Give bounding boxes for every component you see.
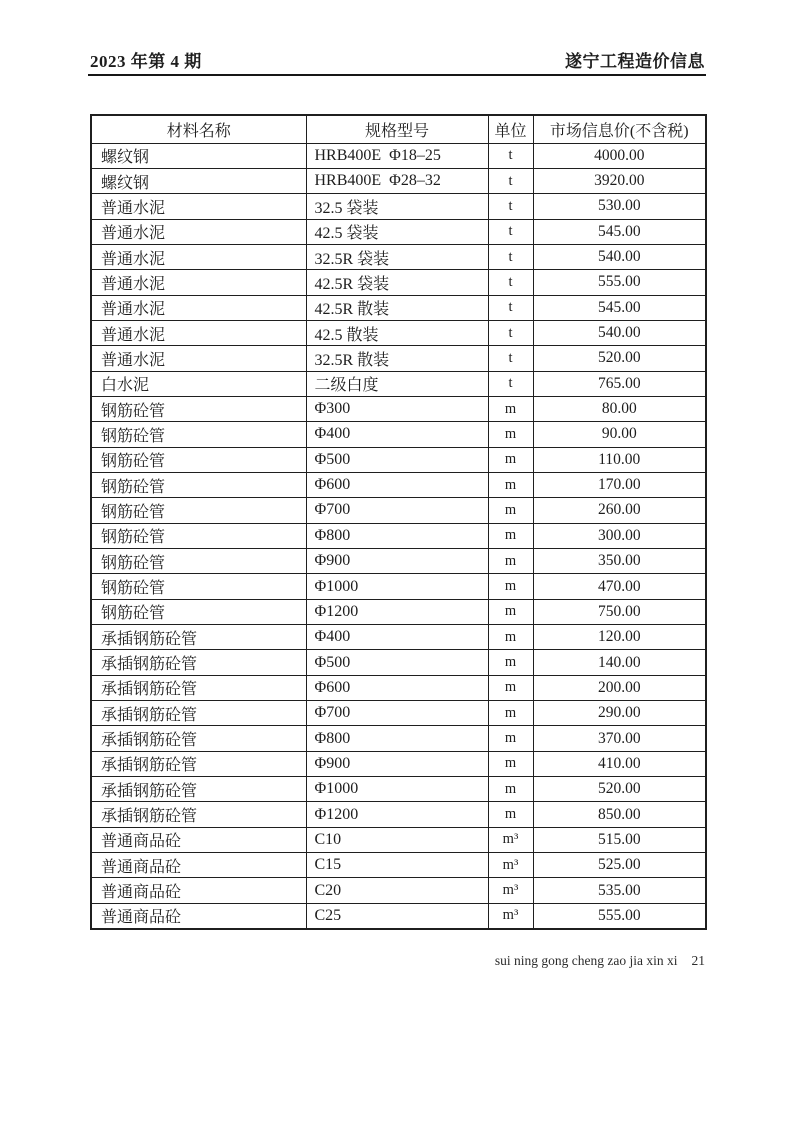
- market-price-cell: 80.00: [533, 396, 706, 421]
- table-row: [91, 194, 706, 219]
- material-name-cell: 承插钢筋砼管: [91, 701, 306, 726]
- material-name-cell: 普通商品砼: [91, 827, 306, 852]
- material-name-cell: 普通水泥: [91, 346, 306, 371]
- market-price-cell: 290.00: [533, 701, 706, 726]
- market-price-cell: 535.00: [533, 878, 706, 903]
- unit-cell: t: [488, 270, 533, 295]
- table-row: [91, 777, 706, 802]
- unit-cell: m³: [488, 878, 533, 903]
- spec-model-cell: C10: [306, 827, 488, 852]
- material-price-table: [90, 114, 707, 930]
- spec-model-cell: Φ700: [306, 701, 488, 726]
- unit-cell: m: [488, 523, 533, 548]
- table-row: [91, 422, 706, 447]
- table-row: [91, 903, 706, 928]
- unit-cell: m: [488, 777, 533, 802]
- unit-cell: m³: [488, 853, 533, 878]
- material-name-cell: 承插钢筋砼管: [91, 751, 306, 776]
- spec-model-cell: Φ800: [306, 726, 488, 751]
- spec-model-cell: 42.5R 散装: [306, 295, 488, 320]
- table-row: [91, 498, 706, 523]
- market-price-cell: 520.00: [533, 346, 706, 371]
- market-price-cell: 540.00: [533, 320, 706, 345]
- market-price-cell: 140.00: [533, 650, 706, 675]
- spec-model-cell: 42.5R 袋装: [306, 270, 488, 295]
- unit-cell: m: [488, 675, 533, 700]
- material-name-cell: 承插钢筋砼管: [91, 675, 306, 700]
- table-body: [91, 143, 706, 929]
- material-name-cell: 螺纹钢: [91, 143, 306, 168]
- unit-cell: m: [488, 574, 533, 599]
- table-row: [91, 802, 706, 827]
- spec-model-cell: Φ400: [306, 625, 488, 650]
- market-price-cell: 370.00: [533, 726, 706, 751]
- spec-model-cell: 二级白度: [306, 371, 488, 396]
- market-price-cell: 555.00: [533, 270, 706, 295]
- running-header: [90, 47, 705, 72]
- market-price-cell: 515.00: [533, 827, 706, 852]
- material-name-cell: 承插钢筋砼管: [91, 726, 306, 751]
- unit-cell: t: [488, 371, 533, 396]
- market-price-cell: 545.00: [533, 295, 706, 320]
- market-price-cell: 120.00: [533, 625, 706, 650]
- material-name-cell: 钢筋砼管: [91, 422, 306, 447]
- table-row: [91, 701, 706, 726]
- spec-model-cell: Φ700: [306, 498, 488, 523]
- unit-cell: m³: [488, 827, 533, 852]
- column-header-material-name: 材料名称: [91, 115, 306, 143]
- market-price-cell: 525.00: [533, 853, 706, 878]
- unit-cell: m: [488, 599, 533, 624]
- market-price-cell: 260.00: [533, 498, 706, 523]
- material-name-cell: 承插钢筋砼管: [91, 777, 306, 802]
- table-row: [91, 853, 706, 878]
- market-price-cell: 540.00: [533, 244, 706, 269]
- unit-cell: m: [488, 549, 533, 574]
- market-price-cell: 520.00: [533, 777, 706, 802]
- material-name-cell: 承插钢筋砼管: [91, 625, 306, 650]
- unit-cell: m: [488, 701, 533, 726]
- spec-model-cell: Φ1200: [306, 802, 488, 827]
- material-name-cell: 钢筋砼管: [91, 447, 306, 472]
- material-name-cell: 普通商品砼: [91, 853, 306, 878]
- material-name-cell: 普通水泥: [91, 295, 306, 320]
- spec-model-cell: Φ900: [306, 751, 488, 776]
- footer-pinyin: sui ning gong cheng zao jia xin xi: [494, 953, 678, 968]
- market-price-cell: 4000.00: [533, 143, 706, 168]
- market-price-cell: 110.00: [533, 447, 706, 472]
- table-row: [91, 219, 706, 244]
- market-price-cell: 90.00: [533, 422, 706, 447]
- spec-model-cell: Φ900: [306, 549, 488, 574]
- unit-cell: t: [488, 244, 533, 269]
- spec-model-cell: 32.5 袋装: [306, 194, 488, 219]
- material-name-cell: 钢筋砼管: [91, 549, 306, 574]
- column-header-unit: 单位: [488, 115, 533, 143]
- table-row: [91, 295, 706, 320]
- unit-cell: t: [488, 194, 533, 219]
- publication-title: 遂宁工程造价信息: [565, 52, 705, 71]
- spec-model-cell: 32.5R 散装: [306, 346, 488, 371]
- market-price-cell: 200.00: [533, 675, 706, 700]
- table-row: [91, 599, 706, 624]
- material-name-cell: 普通商品砼: [91, 903, 306, 928]
- table-row: [91, 549, 706, 574]
- table-row: [91, 472, 706, 497]
- unit-cell: m: [488, 625, 533, 650]
- material-name-cell: 白水泥: [91, 371, 306, 396]
- spec-model-cell: Φ500: [306, 447, 488, 472]
- table-row: [91, 346, 706, 371]
- table-row: [91, 675, 706, 700]
- table-row: [91, 143, 706, 168]
- material-name-cell: 钢筋砼管: [91, 599, 306, 624]
- material-name-cell: 钢筋砼管: [91, 574, 306, 599]
- market-price-cell: 750.00: [533, 599, 706, 624]
- table-header-row: [91, 115, 706, 143]
- spec-model-cell: Φ500: [306, 650, 488, 675]
- table-row: [91, 244, 706, 269]
- spec-model-cell: Φ800: [306, 523, 488, 548]
- header-rule: [88, 74, 706, 76]
- column-header-spec-model: 规格型号: [306, 115, 488, 143]
- unit-cell: m: [488, 472, 533, 497]
- market-price-cell: 765.00: [533, 371, 706, 396]
- market-price-cell: 3920.00: [533, 168, 706, 193]
- spec-model-cell: HRB400E Φ28–32: [306, 168, 488, 193]
- table-row: [91, 878, 706, 903]
- table-row: [91, 625, 706, 650]
- spec-model-cell: C25: [306, 903, 488, 928]
- table-row: [91, 726, 706, 751]
- material-name-cell: 钢筋砼管: [91, 472, 306, 497]
- market-price-cell: 410.00: [533, 751, 706, 776]
- unit-cell: m: [488, 447, 533, 472]
- unit-cell: m: [488, 802, 533, 827]
- table-row: [91, 320, 706, 345]
- market-price-cell: 545.00: [533, 219, 706, 244]
- unit-cell: m: [488, 498, 533, 523]
- spec-model-cell: Φ1000: [306, 574, 488, 599]
- unit-cell: m: [488, 726, 533, 751]
- material-name-cell: 普通水泥: [91, 320, 306, 345]
- material-name-cell: 普通水泥: [91, 219, 306, 244]
- unit-cell: m: [488, 650, 533, 675]
- material-name-cell: 钢筋砼管: [91, 396, 306, 421]
- market-price-cell: 530.00: [533, 194, 706, 219]
- spec-model-cell: 32.5R 袋装: [306, 244, 488, 269]
- spec-model-cell: Φ600: [306, 675, 488, 700]
- unit-cell: t: [488, 219, 533, 244]
- unit-cell: m: [488, 396, 533, 421]
- table-row: [91, 396, 706, 421]
- page-footer: [495, 953, 705, 969]
- material-name-cell: 普通水泥: [91, 194, 306, 219]
- spec-model-cell: Φ400: [306, 422, 488, 447]
- unit-cell: t: [488, 295, 533, 320]
- material-name-cell: 普通水泥: [91, 270, 306, 295]
- page-number: 21: [691, 953, 705, 968]
- material-name-cell: 普通水泥: [91, 244, 306, 269]
- table-row: [91, 751, 706, 776]
- spec-model-cell: C20: [306, 878, 488, 903]
- market-price-cell: 170.00: [533, 472, 706, 497]
- column-header-market-price: 市场信息价(不含税): [533, 115, 706, 143]
- unit-cell: t: [488, 346, 533, 371]
- unit-cell: t: [488, 168, 533, 193]
- spec-model-cell: Φ600: [306, 472, 488, 497]
- unit-cell: m: [488, 751, 533, 776]
- spec-model-cell: Φ1000: [306, 777, 488, 802]
- material-name-cell: 钢筋砼管: [91, 523, 306, 548]
- material-name-cell: 承插钢筋砼管: [91, 650, 306, 675]
- material-name-cell: 普通商品砼: [91, 878, 306, 903]
- market-price-cell: 350.00: [533, 549, 706, 574]
- unit-cell: t: [488, 143, 533, 168]
- market-price-cell: 300.00: [533, 523, 706, 548]
- market-price-cell: 555.00: [533, 903, 706, 928]
- spec-model-cell: C15: [306, 853, 488, 878]
- spec-model-cell: HRB400E Φ18–25: [306, 143, 488, 168]
- spec-model-cell: 42.5 袋装: [306, 219, 488, 244]
- unit-cell: m³: [488, 903, 533, 928]
- table-row: [91, 371, 706, 396]
- table-row: [91, 827, 706, 852]
- issue-label: 2023 年第 4 期: [90, 52, 202, 71]
- table-row: [91, 168, 706, 193]
- table-row: [91, 270, 706, 295]
- material-name-cell: 承插钢筋砼管: [91, 802, 306, 827]
- market-price-cell: 470.00: [533, 574, 706, 599]
- material-name-cell: 螺纹钢: [91, 168, 306, 193]
- market-price-cell: 850.00: [533, 802, 706, 827]
- table-row: [91, 574, 706, 599]
- table-row: [91, 447, 706, 472]
- unit-cell: m: [488, 422, 533, 447]
- spec-model-cell: 42.5 散装: [306, 320, 488, 345]
- spec-model-cell: Φ300: [306, 396, 488, 421]
- table-row: [91, 523, 706, 548]
- table-row: [91, 650, 706, 675]
- material-name-cell: 钢筋砼管: [91, 498, 306, 523]
- unit-cell: t: [488, 320, 533, 345]
- spec-model-cell: Φ1200: [306, 599, 488, 624]
